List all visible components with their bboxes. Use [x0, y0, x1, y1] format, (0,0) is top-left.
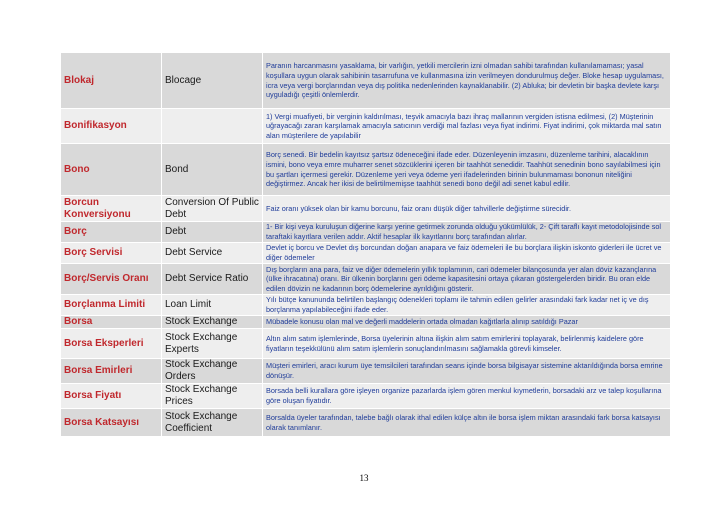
english-term-cell: Conversion Of Public Debt: [162, 196, 263, 222]
table-row: [61, 196, 671, 222]
table-row: [61, 329, 671, 359]
english-term-cell: Stock Exchange Experts: [162, 329, 263, 359]
term-cell: Borç Servisi: [61, 243, 162, 264]
table-row: [61, 409, 671, 437]
definition-cell: Borç senedi. Bir bedelin kayıtsız şartsız ödeneceğini ifade eder. Düzenleyenin imzasını, düzenleme tarihini, alacaklının ismini, bono veya emre muharrer senet sözcüklerini içeren bir taahhüt senedidir. Taahhüt senedinin bono sayılabilmesi için bu şartları içermesi gerekir. Düzenleme yeri veya ödeme yeri ifadelerinden birinin bulunmaması bononun niteliğini değiştirmez. Ancak her ikisi de belirtilmemişse taahhüt senedi bono değil adi senet kabul edilir.: [263, 144, 671, 196]
table-row: [61, 264, 671, 295]
page-number: 13: [359, 473, 369, 483]
term-cell: Borsa Fiyatı: [61, 384, 162, 409]
table-row: [61, 243, 671, 264]
definition-cell: Paranın harcanmasını yasaklama, bir varlığın, yetkili mercilerin izni olmadan sahibi tarafından kullanılamaması; yasal koşullara uygun olarak sahibinin tasarrufuna ve kullanmasına izin verilmeyen dondurulmuş değer. Bloke hesap uygulaması, icra veya vergi borçlarından veya dış politika nedenlerinden kaynaklanabilir. (2) Abluka; bir devletin bir başka devlete karşı uyguladığı çeşitli önlemlerdir.: [263, 53, 671, 109]
definition-cell: Altın alım satım işlemlerinde, Borsa üyelerinin altına ilişkin alım satım emirlerini toplayarak, belirlenmiş kaidelere göre fiyatların teşekkülünü alım satım işlemlerin sonuçlandırılmasını sağlamakla görevli kimseler.: [263, 329, 671, 359]
table-row: [61, 316, 671, 329]
definition-cell: Faiz oranı yüksek olan bir kamu borcunu, faiz oranı düşük diğer tahvillerle değiştirme sürecidir.: [263, 196, 671, 222]
definition-cell: Borsada belli kurallara göre işleyen organize pazarlarda işlem gören menkul kıymetlerin, borsadaki arz ve talep koşullarına göre oluşan fiyatıdır.: [263, 384, 671, 409]
term-cell: Bonifikasyon: [61, 109, 162, 144]
definition-cell: Mübadele konusu olan mal ve değerli maddelerin ortada olmadan kağıtlarla alınıp satıldığı Pazar: [263, 316, 671, 329]
english-term-cell: [162, 109, 263, 144]
definition-cell: 1) Vergi muafiyeti, bir verginin kaldırılması, teşvik amacıyla bazı ihraç mallarının vergiden istisna edilmesi, (2) Müşterinin uğrayacağı zararı karşılamak amacıyla satıcının verdiği mal fazlası veya fiyat indirimi. Fiyat indirimi, çok miktarda mal satın alan müşterilere de yapılabilir: [263, 109, 671, 144]
english-term-cell: Bond: [162, 144, 263, 196]
term-cell: Borcun Konversiyonu: [61, 196, 162, 222]
english-term-cell: Stock Exchange Coefficient: [162, 409, 263, 437]
english-term-cell: Stock Exchange Orders: [162, 359, 263, 384]
definition-cell: Yılı bütçe kanununda belirtilen başlangıç ödenekleri toplamı ile tahmin edilen gelirler arasındaki fark kadar net iç ve dış borçlanma yapılabileceğini ifade eder.: [263, 295, 671, 316]
term-cell: Bono: [61, 144, 162, 196]
table-row: [61, 53, 671, 109]
table-row: [61, 144, 671, 196]
table-row: [61, 222, 671, 243]
english-term-cell: Loan Limit: [162, 295, 263, 316]
definition-cell: Dış borçların ana para, faiz ve diğer ödemelerin yıllık toplamının, cari ödemeler bilançosunda yer alan döviz kazançlarına (ülke ihracatına) oranı. Bir ülkenin borçlarını geri ödeme kapasitesini ortaya çıkaran göstergelerden biridir. Bu oran elde edilen dövizin ne kadarının borç ödemelerine ayrıldığını gösterir.: [263, 264, 671, 295]
table-row: [61, 359, 671, 384]
term-cell: Borç: [61, 222, 162, 243]
english-term-cell: Debt Service: [162, 243, 263, 264]
english-term-cell: Blocage: [162, 53, 263, 109]
term-cell: Borsa Katsayısı: [61, 409, 162, 437]
term-cell: Borsa Emirleri: [61, 359, 162, 384]
term-cell: Borsa: [61, 316, 162, 329]
english-term-cell: Debt: [162, 222, 263, 243]
term-cell: Blokaj: [61, 53, 162, 109]
glossary-table: [60, 52, 671, 437]
term-cell: Borsa Eksperleri: [61, 329, 162, 359]
table-row: [61, 109, 671, 144]
term-cell: Borç/Servis Oranı: [61, 264, 162, 295]
definition-cell: Müşteri emirleri, aracı kurum üye temsilcileri tarafından seans içinde borsa bilgisayar sistemine aktarıldığında borsa emrine dönüşür.: [263, 359, 671, 384]
definition-cell: 1- Bir kişi veya kuruluşun diğerine karşı yerine getirmek zorunda olduğu yükümlülük, 2- Çift taraflı kayıt metodolojisinde sol taraftaki kayıtlara verilen addır. Aktif hesaplar ilk kayıtlarını borç tarafından alırlar.: [263, 222, 671, 243]
table-row: [61, 384, 671, 409]
english-term-cell: Debt Service Ratio: [162, 264, 263, 295]
english-term-cell: Stock Exchange: [162, 316, 263, 329]
term-cell: Borçlanma Limiti: [61, 295, 162, 316]
table-row: [61, 295, 671, 316]
english-term-cell: Stock Exchange Prices: [162, 384, 263, 409]
definition-cell: Borsalda üyeler tarafından, talebe bağlı olarak ithal edilen külçe altın ile borsa işlem miktarı arasındaki fark borsa katsayısı olarak tanımlanır.: [263, 409, 671, 437]
definition-cell: Devlet iç borcu ve Devlet dış borcundan doğan anapara ve faiz ödemeleri ile bu borçlara ilişkin iskonto giderleri ile ücret ve diğer ödemeler: [263, 243, 671, 264]
